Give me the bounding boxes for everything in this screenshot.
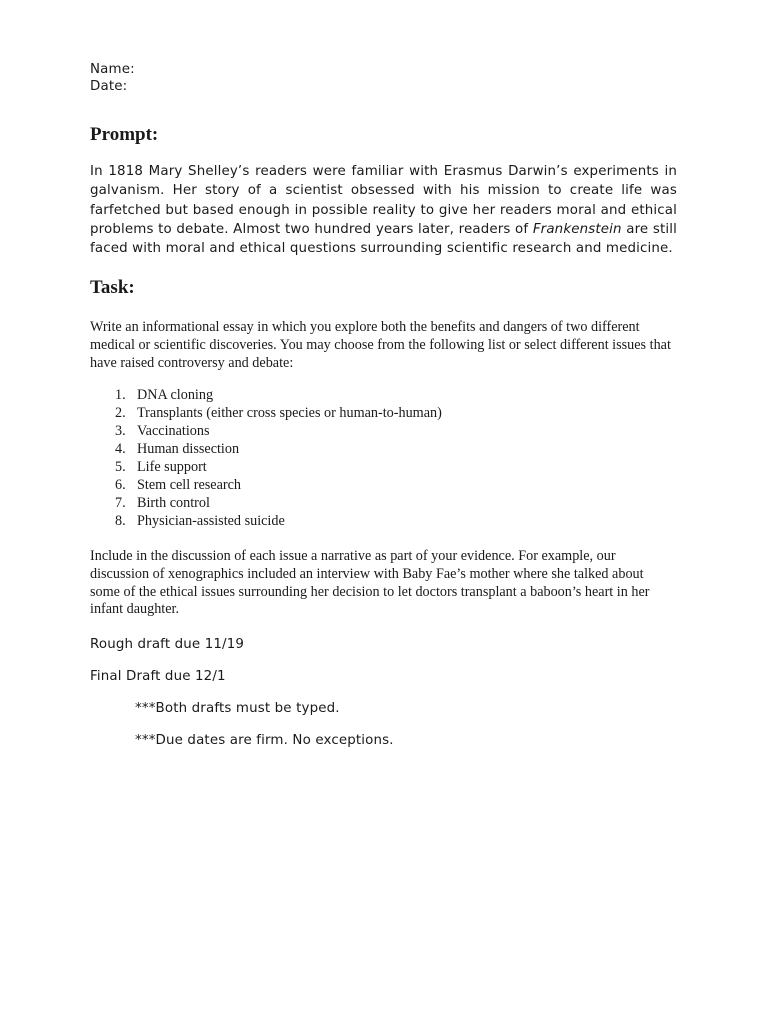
list-item-number: 8.	[115, 512, 126, 529]
firm-dates-note: ***Due dates are firm. No exceptions.	[135, 733, 394, 749]
list-item-text: Vaccinations	[137, 423, 210, 440]
list-item	[90, 477, 677, 495]
list-item-number: 3.	[115, 423, 126, 440]
issue-list	[90, 387, 677, 530]
list-item-text: Stem cell research	[137, 477, 241, 494]
rough-draft-due: Rough draft due 11/19	[90, 637, 245, 653]
list-item-number: 7.	[115, 494, 126, 511]
list-item-text: Life support	[137, 459, 207, 476]
prompt-text-before: In 1818 Mary Shelley’s readers were familiar with Erasmus Darwin’s experiments in galvanism. Her story of a scientist obsessed with his mission to create life was farfetched but based enough in possible reality to give her readers moral and ethical problems to debate. Almost two hundred years later, readers of	[90, 164, 677, 237]
list-item-number: 5.	[115, 459, 126, 476]
list-item-text: Transplants (either cross species or human-to-human)	[137, 405, 442, 422]
list-item	[90, 495, 677, 513]
assignment-document	[90, 61, 677, 749]
task-heading: Task:	[90, 277, 135, 299]
list-item-number: 4.	[115, 441, 126, 458]
list-item	[90, 423, 677, 441]
list-item-text: Human dissection	[137, 441, 240, 458]
list-item-number: 2.	[115, 405, 126, 422]
list-item	[90, 441, 677, 459]
name-label: Name:	[90, 62, 135, 77]
narrative-paragraph: Include in the discussion of each issue a narrative as part of your evidence. For example, our discussion of xenographics included an interview with Baby Fae’s mother where she talked about some of the ethical issues surrounding her decision to let doctors transplant a baboon’s heart in her infant daughter.	[90, 547, 650, 618]
list-item	[90, 513, 677, 531]
prompt-book-title: Frankenstein	[532, 221, 622, 237]
prompt-heading: Prompt:	[90, 124, 159, 145]
list-item-number: 1.	[115, 387, 126, 404]
list-item-number: 6.	[115, 477, 126, 494]
list-item-text: Physician-assisted suicide	[137, 512, 285, 529]
final-draft-due: Final Draft due 12/1	[90, 669, 226, 685]
prompt-paragraph	[90, 162, 677, 258]
typed-note: ***Both drafts must be typed.	[135, 701, 340, 717]
date-label: Date:	[90, 79, 128, 94]
list-item	[90, 387, 677, 405]
list-item-text: Birth control	[137, 494, 210, 511]
list-item	[90, 459, 677, 477]
list-item	[90, 405, 677, 423]
prompt-text-after: are still faced with moral and ethical questions surrounding scientific research and medicine.	[90, 221, 677, 257]
task-intro: Write an informational essay in which you explore both the benefits and dangers of two different medical or scientific discoveries. You may choose from the following list or select different issues that have raised controversy and debate:	[90, 319, 671, 372]
list-item-text: DNA cloning	[137, 387, 214, 404]
